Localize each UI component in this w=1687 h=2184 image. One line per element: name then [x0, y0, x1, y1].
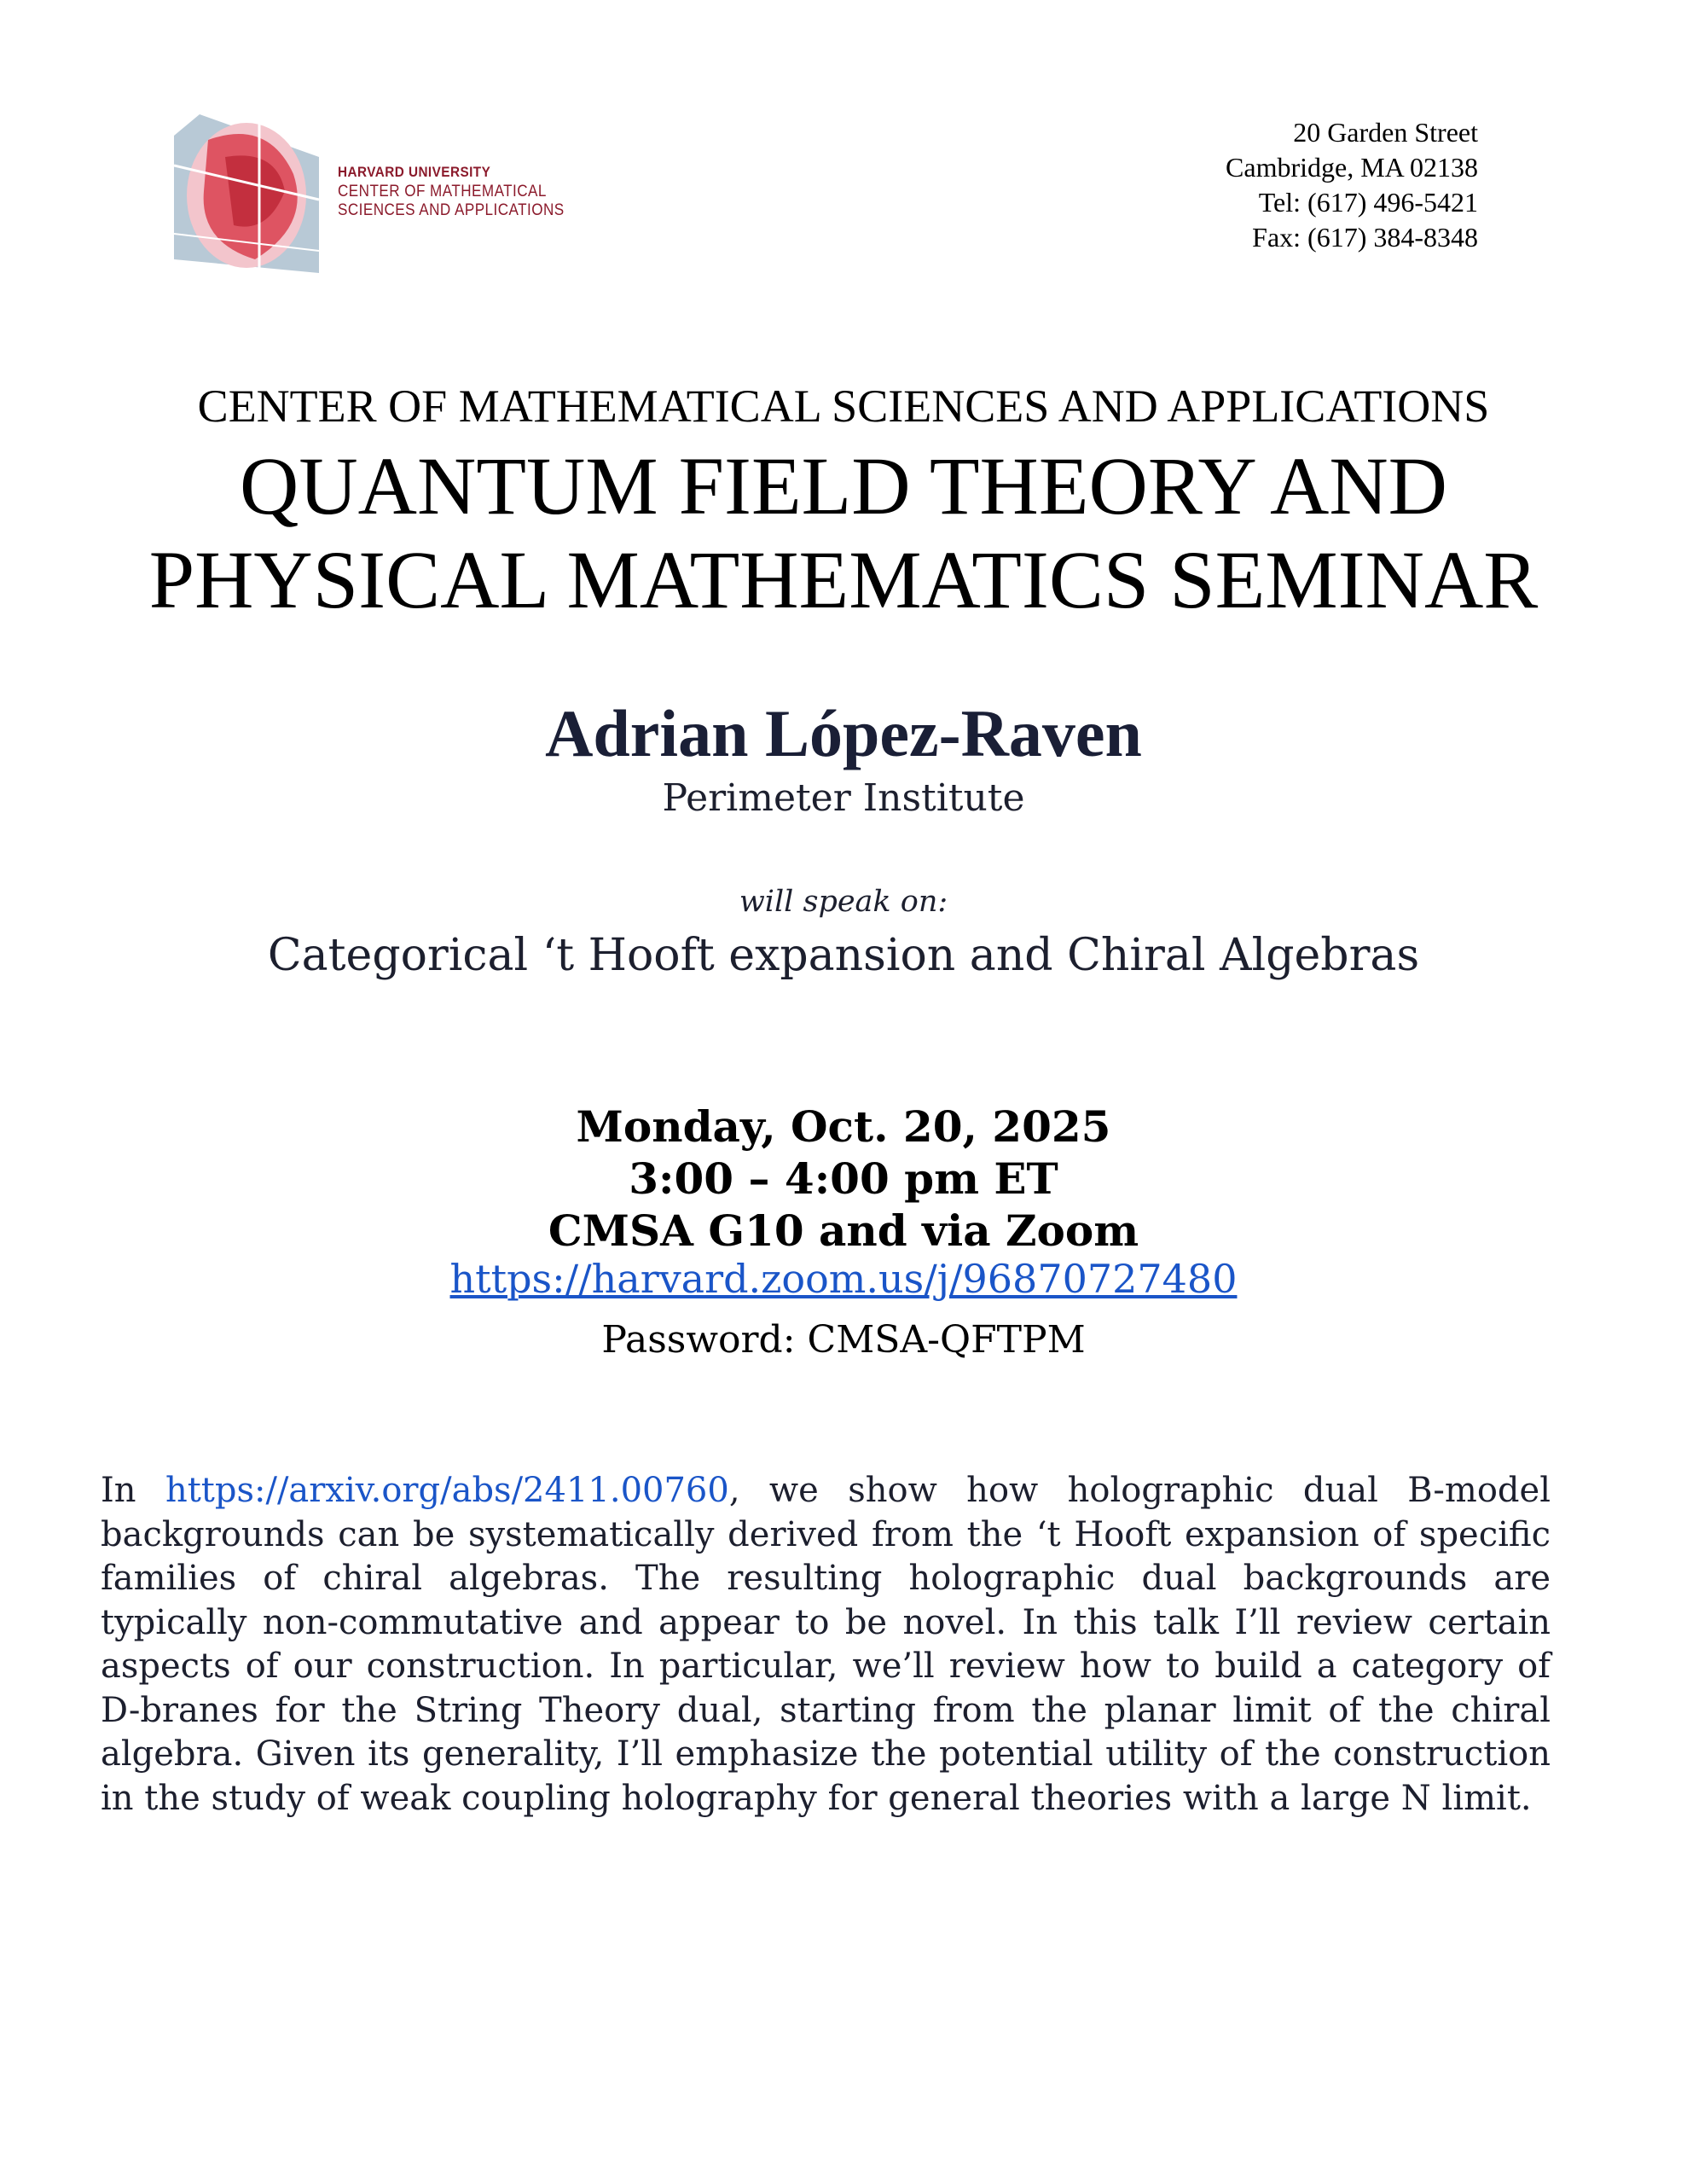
street: 20 Garden Street	[1293, 117, 1478, 148]
logo-sciences: SCIENCES AND APPLICATIONS	[338, 201, 565, 219]
event-location: CMSA G10 and via Zoom	[548, 1205, 1139, 1256]
event-details	[0, 1101, 1687, 1257]
cmsa-logo	[174, 114, 565, 273]
event-time: 3:00 – 4:00 pm ET	[629, 1153, 1058, 1204]
cube-logo-icon	[174, 114, 328, 273]
abstract-prefix: In	[101, 1471, 165, 1510]
abstract	[101, 1469, 1551, 1821]
speaker-name: Adrian López-Raven	[545, 696, 1142, 770]
city: Cambridge, MA 02138	[1226, 152, 1478, 183]
event-date: Monday, Oct. 20, 2025	[576, 1101, 1111, 1152]
center-name: CENTER OF MATHEMATICAL SCIENCES AND APPLICATIONS	[197, 380, 1490, 432]
fax: Fax: (617) 384-8348	[1252, 222, 1478, 253]
logo-center: CENTER OF MATHEMATICAL	[338, 183, 547, 200]
logo-university: HARVARD UNIVERSITY	[338, 164, 491, 180]
zoom-password: Password: CMSA-QFTPM	[601, 1318, 1086, 1362]
arxiv-link[interactable]: https://arxiv.org/abs/2411.00760	[165, 1471, 729, 1510]
seminar-title-line2: PHYSICAL MATHEMATICS SEMINAR	[148, 534, 1539, 625]
speaker-affiliation: Perimeter Institute	[662, 776, 1025, 820]
zoom-link[interactable]: https://harvard.zoom.us/j/96870727480	[449, 1256, 1238, 1302]
will-speak-on: will speak on:	[739, 885, 948, 919]
seminar-title-line1: QUANTUM FIELD THEORY AND	[240, 440, 1447, 531]
talk-title: Categorical ‘t Hooft expansion and Chiral Algebras	[267, 930, 1420, 981]
seminar-title	[0, 439, 1687, 627]
telephone: Tel: (617) 496-5421	[1258, 187, 1478, 218]
address-block	[1226, 115, 1478, 255]
abstract-body: , we show how holographic dual B-model backgrounds can be systematically derived from the ‘t Hooft expansion of specific families of chiral algebras. The resulting holographic dual backgrounds are typically non-commutative and appear to be novel. In this talk I’ll review certain aspects of our construction. In particular, we’ll review how to build a category of D-branes for the String Theory dual, starting from the planar limit of the chiral algebra. Given its generality, I’ll emphasize the potential utility of the construction in the study of weak coupling holography for general theories with a large N limit.	[101, 1471, 1551, 1818]
